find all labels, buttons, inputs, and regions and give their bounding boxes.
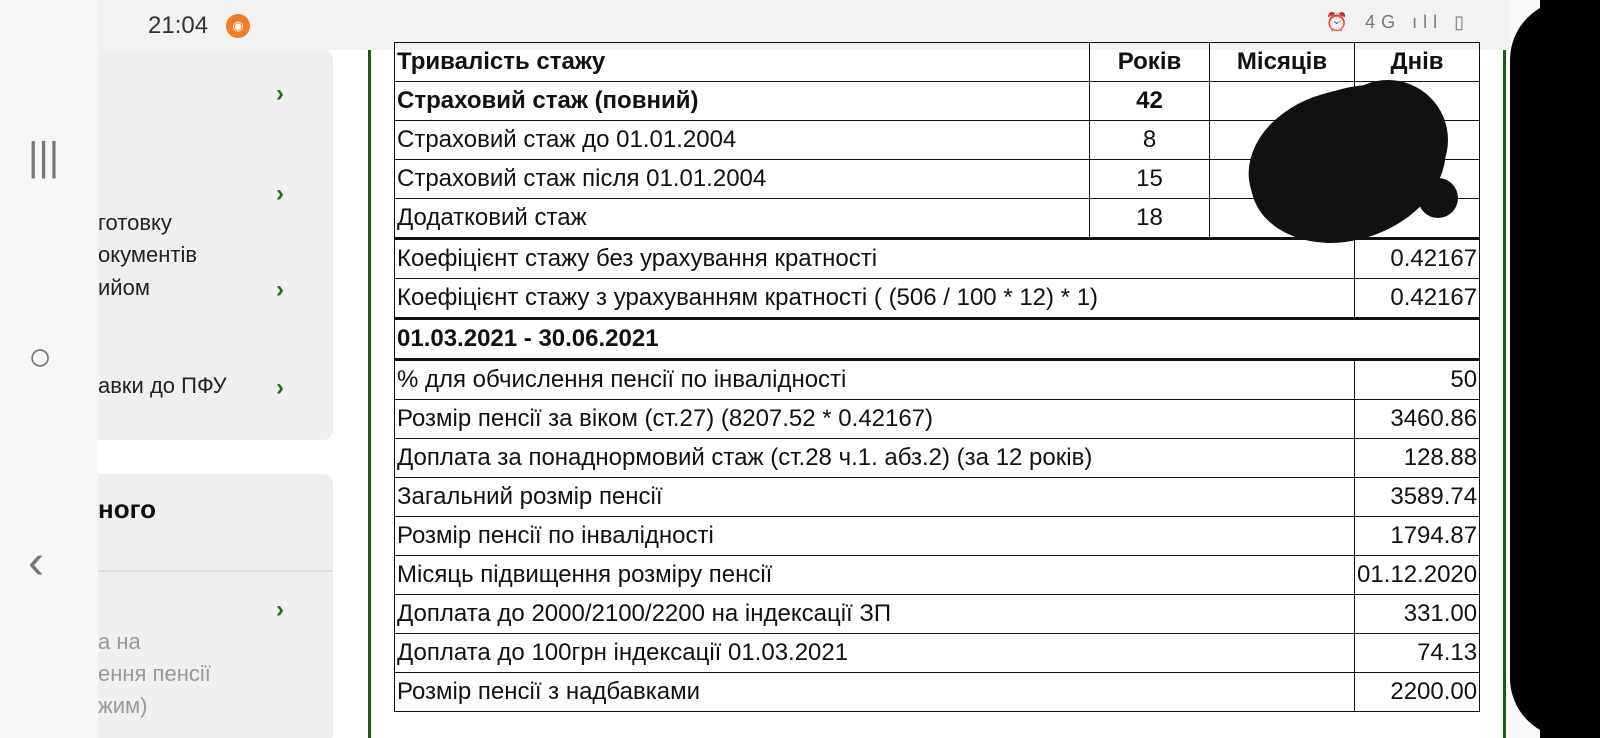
row-label: Додатковий стаж [395,199,1090,239]
header-cell: Днів [1355,43,1480,82]
table-row [395,556,1480,595]
home-button[interactable]: ○ [28,335,53,379]
table-header-row [395,43,1480,82]
row-label: Доплата до 100грн індексації 01.03.2021 [395,634,1355,673]
table-row [395,239,1480,279]
chevron-right-icon: › [276,180,284,207]
value-cell: 50 [1355,360,1480,400]
chevron-right-icon: › [276,276,284,303]
header-cell: Місяців [1210,43,1355,82]
row-label: Страховий стаж після 01.01.2004 [395,160,1090,199]
sidebar [98,50,368,738]
row-label: Загальний розмір пенсії [395,478,1355,517]
period-label: 01.03.2021 - 30.06.2021 [395,319,1480,360]
value-cell: 74.13 [1355,634,1480,673]
table-row [395,360,1480,400]
system-nav-bar [0,0,98,738]
value-cell: 128.88 [1355,439,1480,478]
row-label: Страховий стаж (повний) [395,82,1090,121]
row-label: Місяць підвищення розміру пенсії [395,556,1355,595]
value-cell: 01.12.2020 [1355,556,1480,595]
back-button[interactable]: ‹ [28,536,44,589]
table-row [395,673,1480,712]
years-cell: 15 [1090,160,1210,199]
row-label: Розмір пенсії по інвалідності [395,517,1355,556]
table-row [395,478,1480,517]
panel-border-left [368,50,371,738]
row-label: Доплата до 2000/2100/2200 на індексації ЗП [395,595,1355,634]
value-cell: 0.42167 [1355,279,1480,319]
table-row [395,634,1480,673]
value-cell: 2200.00 [1355,673,1480,712]
row-label: % для обчислення пенсії по інвалідності [395,360,1355,400]
years-cell: 18 [1090,199,1210,239]
panel-border-right [1503,50,1506,738]
period-row [395,319,1480,360]
row-label: Страховий стаж до 01.01.2004 [395,121,1090,160]
divider [98,570,333,572]
menu-item-3[interactable] [98,272,318,304]
row-label: Доплата за понаднормовий стаж (ст.28 ч.1. абз.2) (за 12 років) [395,439,1355,478]
sub-menu-item[interactable] [98,594,318,738]
menu-item-label: ийом [98,275,150,300]
value-cell: 0.42167 [1355,239,1480,279]
chevron-right-icon: › [276,374,284,401]
header-cell: Років [1090,43,1210,82]
table-row [395,439,1480,478]
device-bezel [1510,0,1540,738]
value-cell: 1794.87 [1355,517,1480,556]
section-card [98,474,333,738]
row-label: Коефіцієнт стажу без урахування кратності [395,239,1355,279]
table-row [395,400,1480,439]
value-cell: 3589.74 [1355,478,1480,517]
table-row [395,595,1480,634]
clock: 21:04 [148,12,209,39]
recents-button[interactable]: ||| [28,135,60,179]
years-cell: 8 [1090,121,1210,160]
value-cell: 3460.86 [1355,400,1480,439]
menu-item-4[interactable] [98,370,318,402]
value-cell: 331.00 [1355,595,1480,634]
camera-icon: ◉ [226,14,250,38]
system-icons: ⏰ 4G ıll ▯ [1325,12,1470,32]
section-title: ного [98,494,156,524]
main-content [368,50,1510,738]
years-cell: 42 [1090,82,1210,121]
sub-menu-label: а на ення пенсії жим) [98,629,211,718]
table-row [395,517,1480,556]
table-row [395,279,1480,319]
chevron-right-icon: › [276,596,284,623]
row-label: Коефіцієнт стажу з урахуванням кратності ( (506 / 100 * 12) * 1) [395,279,1355,319]
header-cell: Тривалість стажу [395,43,1090,82]
menu-item-label: авки до ПФУ [98,373,227,398]
chevron-right-icon: › [276,80,284,107]
menu-item-label: готовку окументів [98,210,198,267]
row-label: Розмір пенсії за віком (ст.27) (8207.52 * 0.42167) [395,400,1355,439]
redaction-blot [1418,178,1458,218]
row-label: Розмір пенсії з надбавками [395,673,1355,712]
menu-card [98,50,333,440]
